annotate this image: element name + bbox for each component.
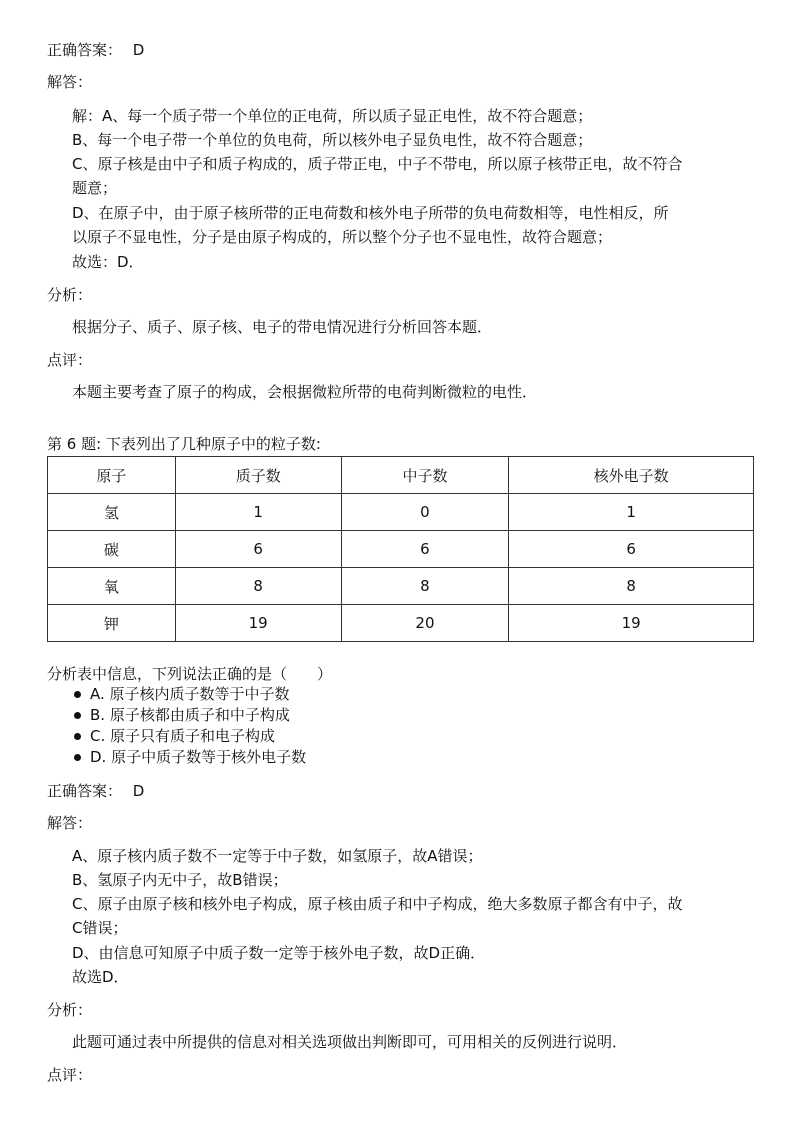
q6-correct-answer [47, 779, 144, 803]
table-cell: 氢 [48, 494, 176, 531]
table-cell: 20 [341, 605, 509, 642]
bullet-icon [74, 691, 81, 698]
q6-correct-answer-value: D [132, 782, 145, 800]
q6-solution-line: C错误； [72, 919, 128, 937]
table-header-cell: 质子数 [175, 457, 341, 494]
particle-count-table [47, 456, 754, 642]
q5-solution-line: C、原子核是由中子和质子构成的，质子带正电，中子不带电，所以原子核带正电，故不符合 [72, 155, 683, 173]
list-item [70, 747, 306, 768]
q6-correct-answer-label: 正确答案： [47, 782, 123, 800]
table-cell: 8 [175, 568, 341, 605]
q6-solution-line: A、原子核内质子数不一定等于中子数，如氢原子，故A错误； [72, 847, 483, 865]
q5-correct-answer-value: D [132, 41, 145, 59]
table-cell: 钾 [48, 605, 176, 642]
table-cell: 8 [341, 568, 509, 605]
option-text: A. 原子核内质子数等于中子数 [90, 685, 290, 703]
q6-options-list [70, 684, 306, 768]
q6-solution-line: 故选D． [72, 968, 129, 986]
list-item [70, 684, 306, 705]
table-row [48, 568, 754, 605]
q6-comment-label: 点评： [47, 1066, 93, 1084]
q5-correct-answer [47, 38, 144, 62]
table-header-cell: 原子 [48, 457, 176, 494]
bullet-icon [74, 754, 81, 761]
table-header-cell: 中子数 [341, 457, 509, 494]
bullet-icon [74, 712, 81, 719]
q5-solution-line: 故选：D． [72, 253, 144, 271]
q5-solution-line: B、每一个电子带一个单位的负电荷，所以核外电子显负电性，故不符合题意； [72, 131, 593, 149]
table-cell: 6 [509, 531, 754, 568]
table-cell: 1 [509, 494, 754, 531]
list-item [70, 705, 306, 726]
list-item [70, 726, 306, 747]
table-row [48, 531, 754, 568]
table-row [48, 494, 754, 531]
q5-correct-answer-label: 正确答案： [47, 41, 123, 59]
q6-solution-line: D、由信息可知原子中质子数一定等于核外电子数，故D正确． [72, 944, 486, 962]
q6-solution-label: 解答： [47, 814, 93, 832]
q5-analysis-label: 分析： [47, 286, 93, 304]
q5-solution-line: 题意； [72, 179, 118, 197]
table-header-row [48, 457, 754, 494]
q6-question: 分析表中信息，下列说法正确的是（ ） [47, 665, 333, 683]
table-cell: 碳 [48, 531, 176, 568]
q5-solution-line: 以原子不显电性，分子是由原子构成的，所以整个分子也不显电性，故符合题意； [72, 228, 613, 246]
q6-analysis-text: 此题可通过表中所提供的信息对相关选项做出判断即可，可用相关的反例进行说明． [72, 1033, 628, 1051]
q6-solution-line: C、原子由原子核和核外电子构成，原子核由质子和中子构成，绝大多数原子都含有中子，故 [72, 895, 683, 913]
table-cell: 1 [175, 494, 341, 531]
bullet-icon [74, 733, 81, 740]
table-header-cell: 核外电子数 [509, 457, 754, 494]
option-text: B. 原子核都由质子和中子构成 [90, 706, 290, 724]
q6-title: 第 6 题: 下表列出了几种原子中的粒子数: [47, 435, 321, 453]
q5-comment-text: 本题主要考查了原子的构成，会根据微粒所带的电荷判断微粒的电性． [72, 383, 538, 401]
option-text: C. 原子只有质子和电子构成 [90, 727, 276, 745]
table-cell: 19 [175, 605, 341, 642]
table-cell: 6 [341, 531, 509, 568]
option-text: D. 原子中质子数等于核外电子数 [90, 748, 307, 766]
q5-analysis-text: 根据分子、质子、原子核、电子的带电情况进行分析回答本题． [72, 318, 493, 336]
table-cell: 0 [341, 494, 509, 531]
q5-solution-line: 解：A、每一个质子带一个单位的正电荷，所以质子显正电性，故不符合题意； [72, 107, 593, 125]
table-cell: 19 [509, 605, 754, 642]
q6-analysis-label: 分析： [47, 1001, 93, 1019]
q5-comment-label: 点评： [47, 351, 93, 369]
table-cell: 8 [509, 568, 754, 605]
q5-solution-label: 解答： [47, 73, 93, 91]
table-cell: 氧 [48, 568, 176, 605]
table-row [48, 605, 754, 642]
table-cell: 6 [175, 531, 341, 568]
q6-solution-line: B、氢原子内无中子，故B错误； [72, 871, 288, 889]
q5-solution-line: D、在原子中，由于原子核所带的正电荷数和核外电子所带的负电荷数相等，电性相反，所 [72, 204, 669, 222]
